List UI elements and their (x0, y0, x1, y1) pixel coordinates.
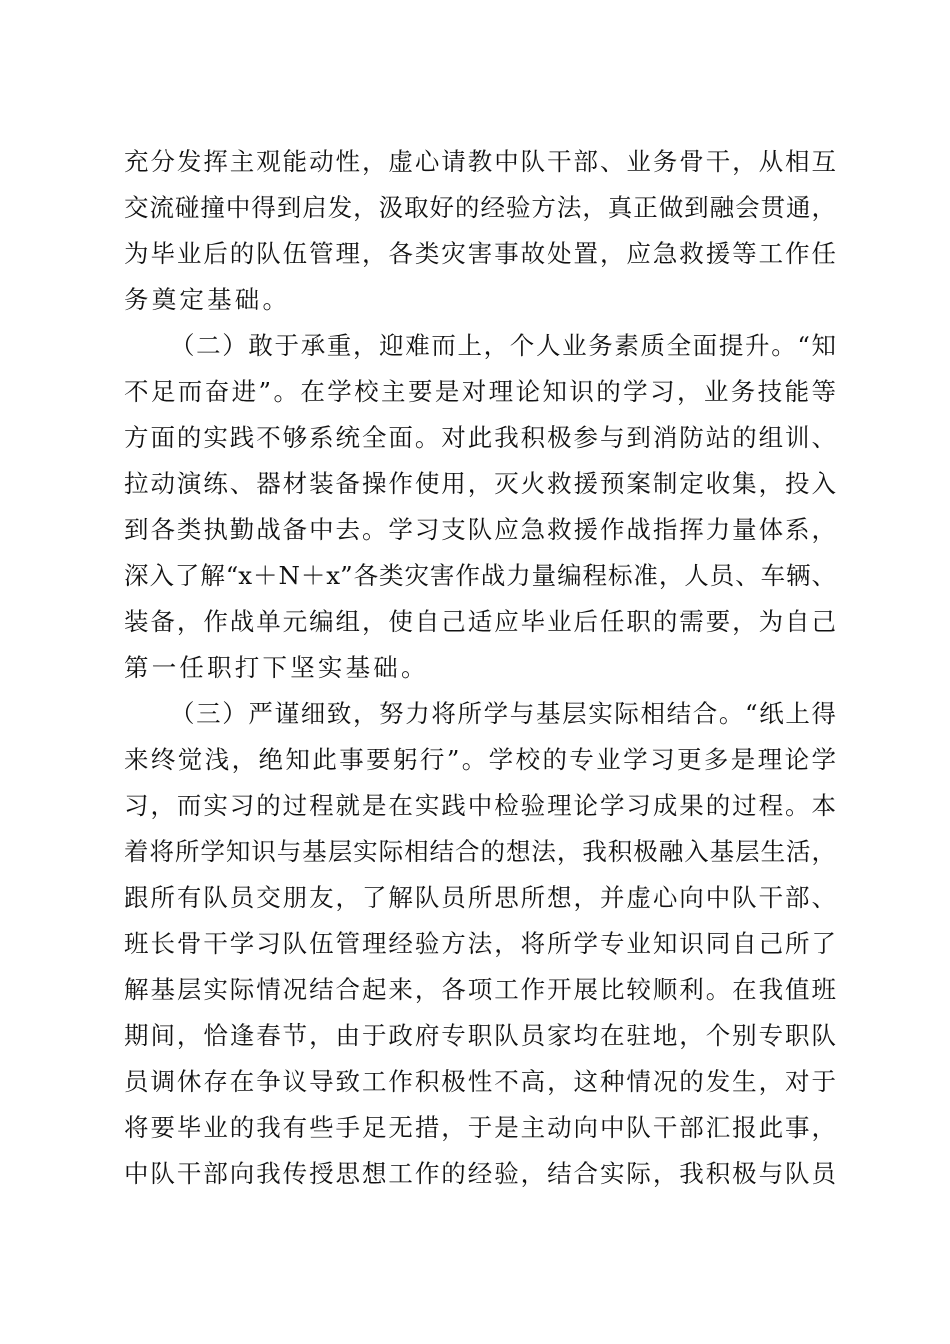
text-line-15: 习，而实习的过程就是在实践中检验理论学习成果的过程。本 (124, 791, 836, 820)
text-line-11: 装备，作战单元编组，使自己适应毕业后任职的需要，为自己 (124, 607, 836, 636)
text-line-18: 班长骨干学习队伍管理经验方法，将所学专业知识同自己所了 (124, 929, 836, 958)
text-line-21: 员调休存在争议导致工作积极性不高，这种情况的发生，对于 (124, 1067, 836, 1096)
text-line-23: 中队干部向我传授思想工作的经验，结合实际，我积极与队员 (124, 1159, 836, 1188)
text-line-9: 到各类执勤战备中去。学习支队应急救援作战指挥力量体系， (124, 515, 836, 544)
text-line-2: 交流碰撞中得到启发，汲取好的经验方法，真正做到融会贯通， (124, 193, 836, 222)
section-heading-2: （二）敢于承重，迎难而上，个人业务素质全面提升。“知 (170, 331, 836, 360)
text-line-4: 务奠定基础。 (124, 285, 291, 314)
text-line-14: 来终觉浅，绝知此事要躬行”。学校的专业学习更多是理论学 (124, 745, 836, 774)
text-line-20: 期间，恰逢春节，由于政府专职队员家均在驻地，个别专职队 (124, 1021, 836, 1050)
text-line-7: 方面的实践不够系统全面。对此我积极参与到消防站的组训、 (124, 423, 836, 452)
section-heading-3: （三）严谨细致，努力将所学与基层实际相结合。“纸上得 (170, 699, 836, 728)
text-line-1: 充分发挥主观能动性，虚心请教中队干部、业务骨干，从相互 (124, 147, 836, 176)
text-line-3: 为毕业后的队伍管理，各类灾害事故处置，应急救援等工作任 (124, 239, 836, 268)
text-line-17: 跟所有队员交朋友，了解队员所思所想，并虚心向中队干部、 (124, 883, 836, 912)
text-line-8: 拉动演练、器材装备操作使用，灭火救援预案制定收集，投入 (124, 469, 836, 498)
text-line-12: 第一任职打下坚实基础。 (124, 653, 429, 682)
text-line-16: 着将所学知识与基层实际相结合的想法，我积极融入基层生活， (124, 837, 836, 866)
text-line-19: 解基层实际情况结合起来，各项工作开展比较顺利。在我值班 (124, 975, 836, 1004)
text-line-10: 深入了解“x＋N＋x”各类灾害作战力量编程标准，人员、车辆、 (124, 561, 836, 590)
text-line-22: 将要毕业的我有些手足无措，于是主动向中队干部汇报此事， (124, 1113, 836, 1142)
text-line-6: 不足而奋进”。在学校主要是对理论知识的学习，业务技能等 (124, 377, 836, 406)
